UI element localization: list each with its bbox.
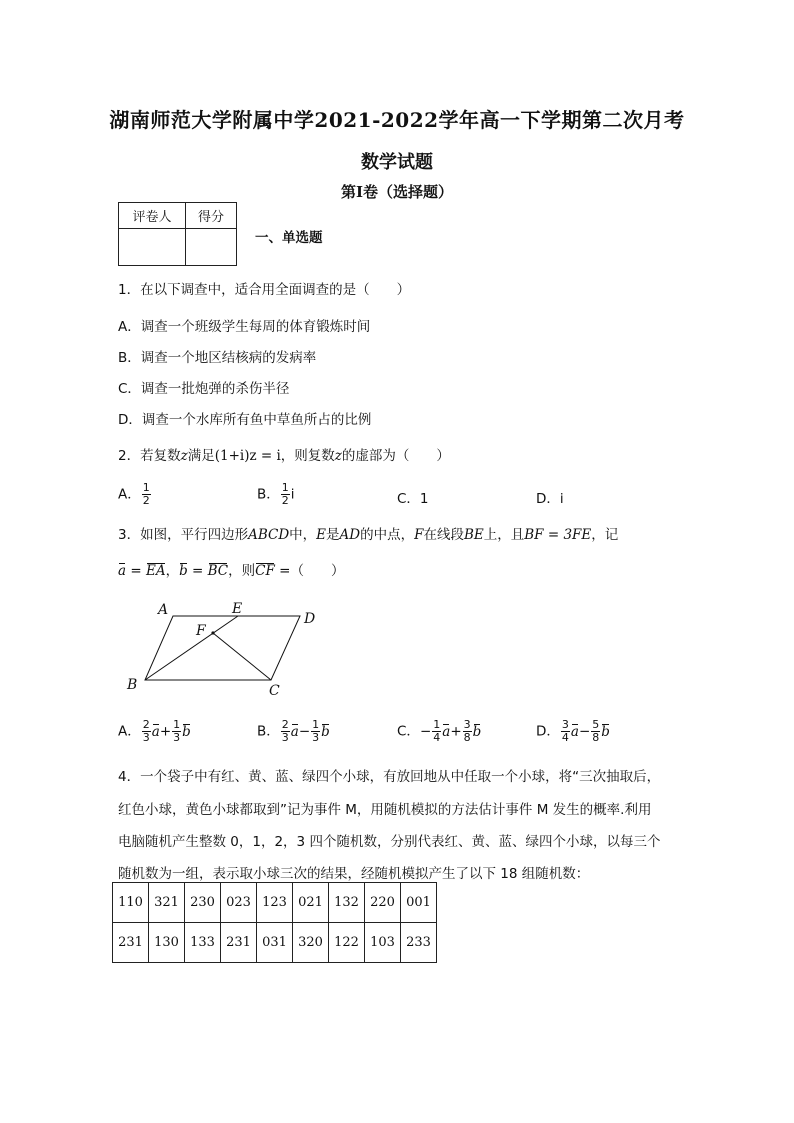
q2-option-d: D．i xyxy=(536,491,564,507)
table-cell: 230 xyxy=(185,883,221,923)
q2-option-c: C．1 xyxy=(397,491,429,507)
table-cell: 021 xyxy=(293,883,329,923)
exam-title: 湖南师范大学附属中学2021-2022学年高一下学期第二次月考 xyxy=(109,108,685,132)
vector-a: a xyxy=(118,563,127,579)
table-cell: 103 xyxy=(365,923,401,963)
q3-option-b: B． $\frac{2}{3}$ a− $\frac{1}{3}$ b xyxy=(257,718,330,744)
table-cell: 123 xyxy=(257,883,293,923)
q3-stem: 3．如图，平行四边形ABCD中，E是AD的中点，F在线段BE上，且BF = 3FE，记 xyxy=(118,527,619,543)
table-cell: 321 xyxy=(149,883,185,923)
q4-line-2: 红色小球，黄色小球都取到”记为事件 M，用随机模拟的方法估计事件 M 发生的概率.利用 xyxy=(118,802,652,818)
var-z: z xyxy=(180,448,188,464)
random-number-table xyxy=(112,882,437,963)
q1-option-b: B．调查一个地区结核病的发病率 xyxy=(118,350,317,366)
table-cell: 320 xyxy=(293,923,329,963)
var-z: z xyxy=(334,448,342,464)
table-cell: 130 xyxy=(149,923,185,963)
q2-stem: 2．若复数z满足(1+i)z = i，则复数z的虚部为（ ） xyxy=(118,448,450,464)
table-row xyxy=(113,923,437,963)
parallelogram-figure xyxy=(118,596,328,700)
q3-vector-definitions: a = EA，b = BC，则CF =（ ） xyxy=(118,563,345,579)
label-c: C xyxy=(269,683,280,699)
q4-line-1: 4．一个袋子中有红、黄、蓝、绿四个小球，有放回地从中任取一个小球，将“三次抽取后， xyxy=(118,769,661,785)
table-cell: 132 xyxy=(329,883,365,923)
volume-title: 第I卷（选择题） xyxy=(340,183,454,201)
table-cell: 231 xyxy=(221,923,257,963)
table-cell: 001 xyxy=(401,883,437,923)
section-title: 一、单选题 xyxy=(255,230,323,246)
table-cell: 133 xyxy=(185,923,221,963)
table-cell: 110 xyxy=(113,883,149,923)
q2-option-b: B． $\frac{1}{2}$ i xyxy=(257,481,295,507)
score-cell[interactable] xyxy=(186,229,237,266)
q4-line-4: 随机数为一组，表示取小球三次的结果，经随机模拟产生了以下 18 组随机数： xyxy=(118,866,590,882)
fraction: $\frac{1}{2}$ xyxy=(142,481,150,507)
table-cell: 023 xyxy=(221,883,257,923)
label-a: A xyxy=(158,602,169,618)
q2-option-a: A． $\frac{1}{2}$ xyxy=(118,481,150,507)
q1-option-c: C．调查一批炮弹的杀伤半径 xyxy=(118,381,290,397)
label-e: E xyxy=(232,601,243,617)
q3-option-d: D． $\frac{3}{4}$ a− $\frac{5}{8}$ b xyxy=(536,718,610,744)
table-row xyxy=(113,883,437,923)
q4-line-3: 电脑随机产生整数 0，1，2，3 四个随机数，分别代表红、黄、蓝、绿四个小球，以每三个 xyxy=(118,834,661,850)
score-header: 得分 xyxy=(186,203,237,229)
vector-b: b xyxy=(179,563,188,579)
q2-equation: (1+i)z = i xyxy=(214,448,281,464)
label-f: F xyxy=(196,623,206,639)
grader-cell[interactable] xyxy=(119,229,186,266)
fraction: $\frac{1}{2}$ xyxy=(281,481,289,507)
label-b: B xyxy=(127,677,138,693)
q1-option-d: D．调查一个水库所有鱼中草鱼所占的比例 xyxy=(118,412,372,428)
table-cell: 231 xyxy=(113,923,149,963)
score-table xyxy=(118,202,237,266)
q1-stem: 1．在以下调查中，适合用全面调查的是（ ） xyxy=(118,282,411,298)
q3-option-a: A． $\frac{2}{3}$ a+ $\frac{1}{3}$ b xyxy=(118,718,191,744)
segment-fc xyxy=(213,633,271,680)
exam-subject: 数学试题 xyxy=(361,152,433,173)
q3-option-c: C．− $\frac{1}{4}$ a+ $\frac{3}{8}$ b xyxy=(397,718,482,744)
table-cell: 122 xyxy=(329,923,365,963)
parallelogram-abcd xyxy=(145,616,300,680)
table-cell: 031 xyxy=(257,923,293,963)
point-f xyxy=(211,631,214,634)
grader-header: 评卷人 xyxy=(119,203,186,229)
table-cell: 233 xyxy=(401,923,437,963)
vector-ea: EA xyxy=(145,563,166,579)
q1-option-a: A．调查一个班级学生每周的体育锻炼时间 xyxy=(118,319,371,335)
vector-bc: BC xyxy=(207,563,229,579)
vector-cf: CF xyxy=(255,563,275,579)
label-d: D xyxy=(304,611,316,627)
table-cell: 220 xyxy=(365,883,401,923)
